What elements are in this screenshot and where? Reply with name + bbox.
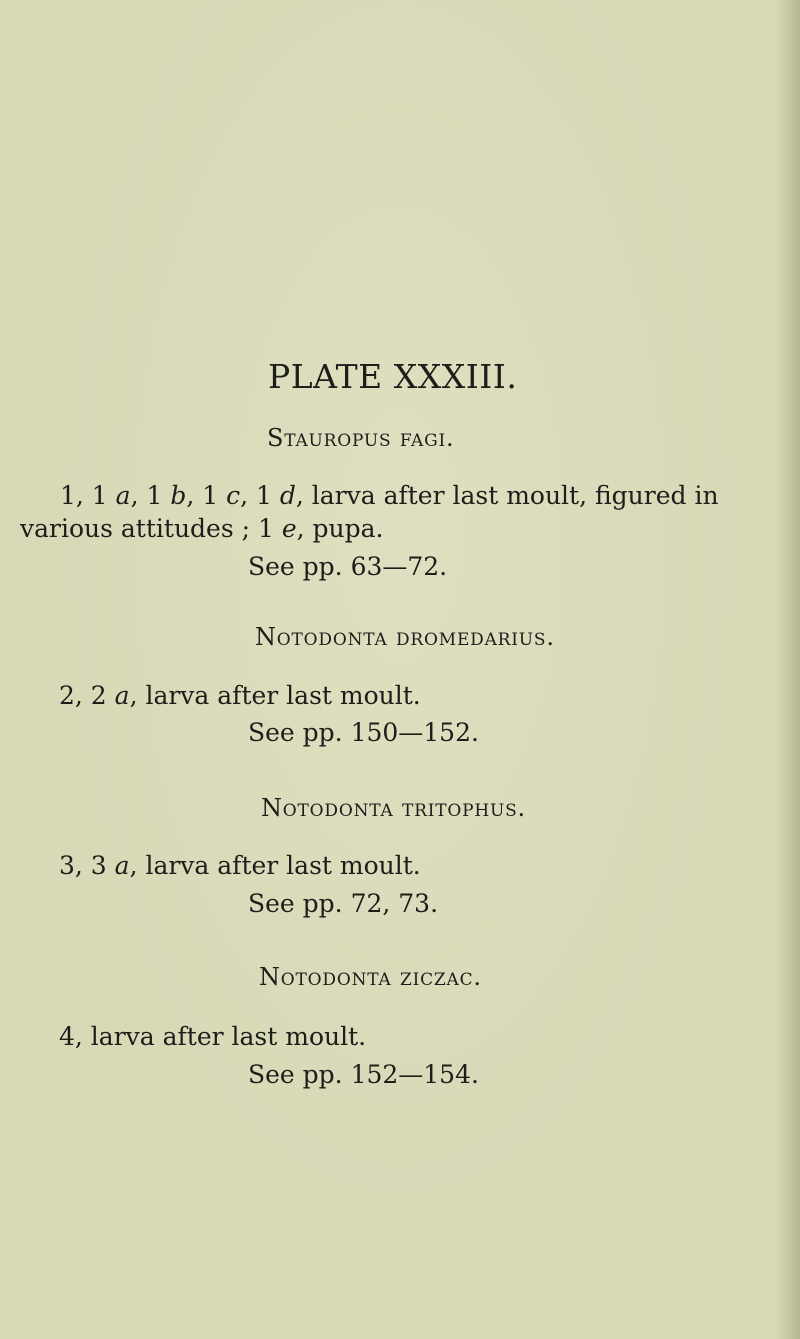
plate-entry-line: 4, larva after last moult. [59,1022,367,1051]
page-reference: See pp. 152—154. [248,1060,479,1089]
plate-title: PLATE XXXIII. [268,357,518,396]
heading-text: Stauropus fagi. [267,424,455,452]
section-heading-stauropus-fagi [267,426,454,450]
plate-entry-line: 2, 2 a, larva after last moult. [59,681,421,710]
heading-text: Notodonta ziczac. [259,963,482,991]
plate-entry-line: various attitudes ; 1 e, pupa. [20,514,384,543]
page-reference: See pp. 63—72. [248,552,448,581]
plate-entry-line: 1, 1 a, 1 b, 1 c, 1 d, larva after last moult, figured in [60,481,719,510]
heading-text: Notodonta dromedarius. [255,623,555,651]
heading-text: Notodonta tritophus. [261,794,526,822]
section-heading-notodonta-dromedarius [255,625,555,649]
plate-entry-line: 3, 3 a, larva after last moult. [59,851,421,880]
page-reference: See pp. 72, 73. [248,889,439,918]
page-reference: See pp. 150—152. [248,718,479,747]
section-heading-notodonta-tritophus [261,796,526,820]
section-heading-notodonta-ziczac [259,965,482,989]
